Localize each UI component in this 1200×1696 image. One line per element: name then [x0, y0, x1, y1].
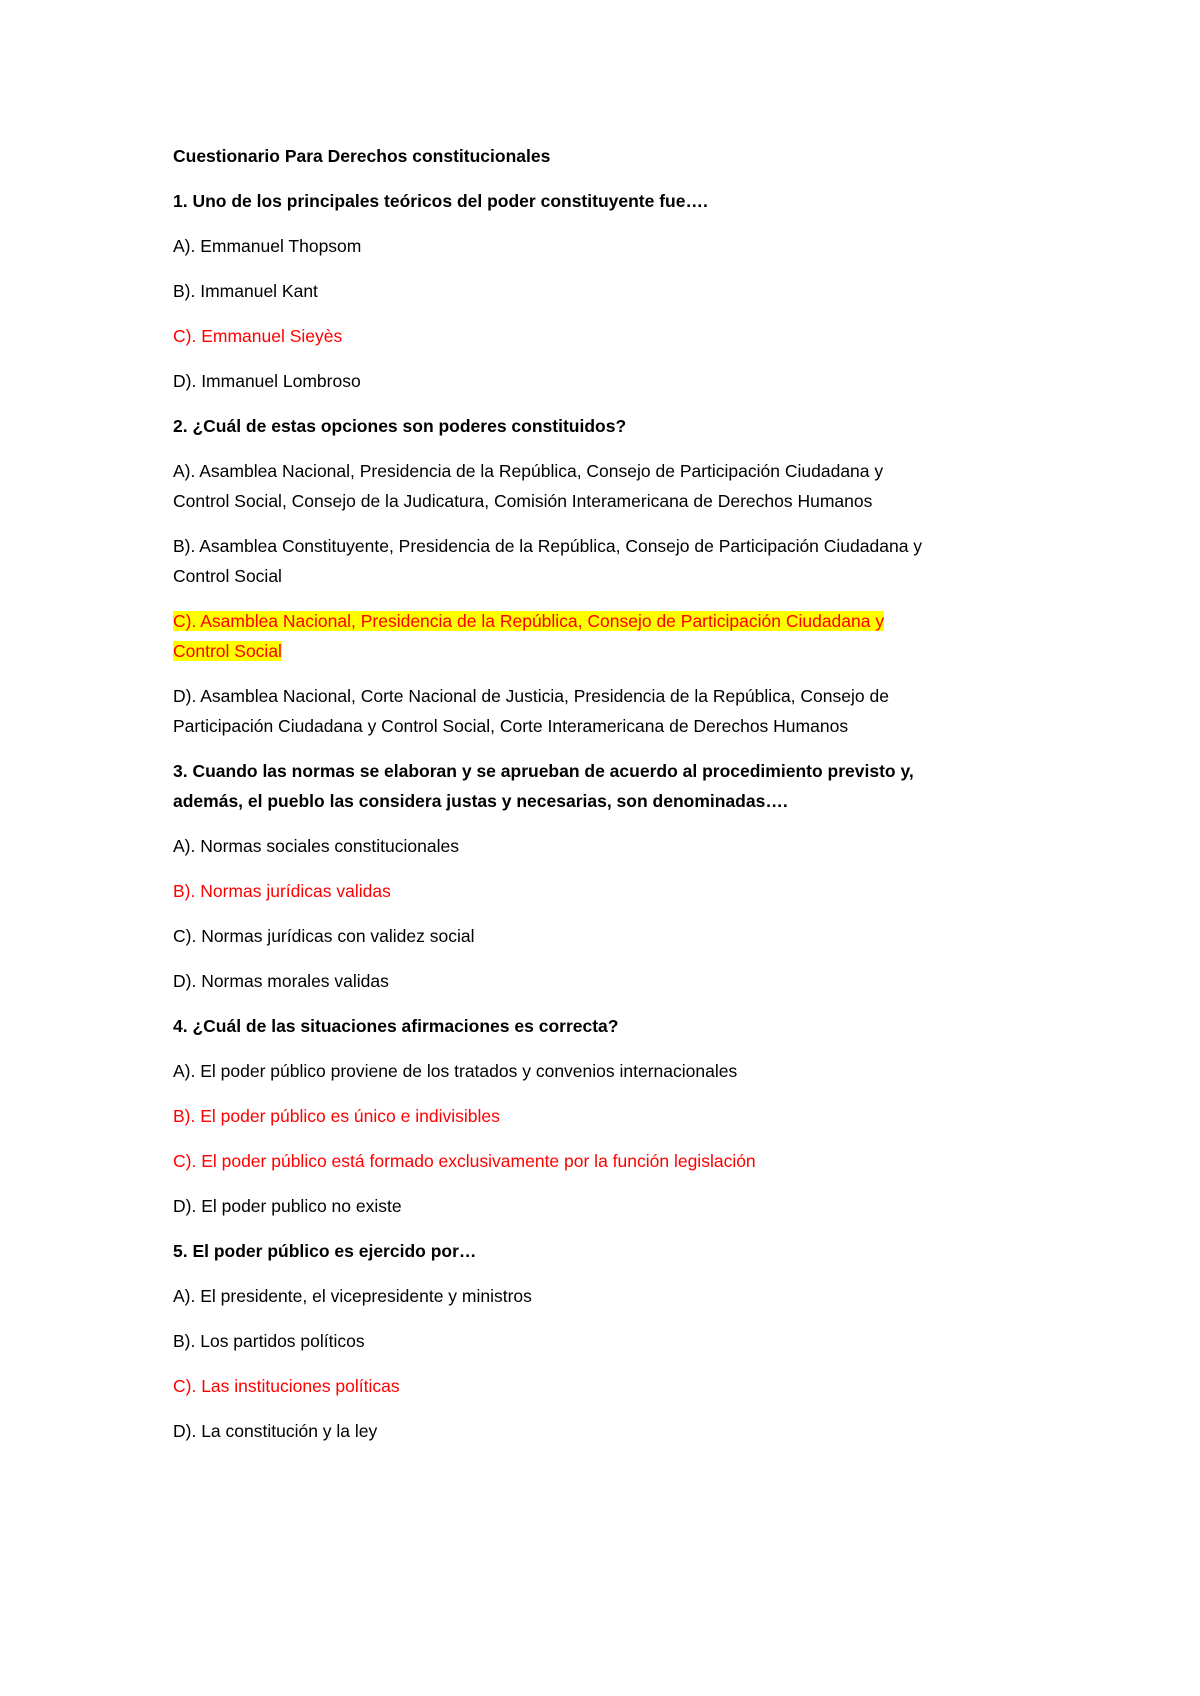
option-line — [173, 606, 1043, 636]
option-line: Control Social — [173, 566, 282, 586]
option-line: D). Asamblea Nacional, Corte Nacional de Justicia, Presidencia de la República, Consejo de — [173, 686, 889, 706]
question-1: 1. Uno de los principales teóricos del poder constituyente fue…. — [173, 191, 708, 211]
question-1-option-b: B). Immanuel Kant — [173, 281, 318, 301]
question-5-option-d: D). La constitución y la ley — [173, 1421, 378, 1441]
question-2: 2. ¿Cuál de estas opciones son poderes constituidos? — [173, 416, 627, 436]
option-line — [173, 636, 1043, 666]
question-5-option-b: B). Los partidos políticos — [173, 1331, 365, 1351]
question-line: además, el pueblo las considera justas y necesarias, son denominadas…. — [173, 791, 788, 811]
option-line: Participación Ciudadana y Control Social, Corte Interamericana de Derechos Humanos — [173, 716, 849, 736]
question-2-option-b — [173, 531, 1043, 591]
question-4-option-b-correct: B). El poder público es único e indivisibles — [173, 1106, 500, 1126]
question-3-option-b-correct: B). Normas jurídicas validas — [173, 881, 391, 901]
question-5-option-a: A). El presidente, el vicepresidente y ministros — [173, 1286, 532, 1306]
question-4-option-d: D). El poder publico no existe — [173, 1196, 402, 1216]
question-5: 5. El poder público es ejercido por… — [173, 1241, 477, 1261]
question-5-option-c-correct: C). Las instituciones políticas — [173, 1376, 400, 1396]
question-2-option-a — [173, 456, 1043, 516]
document-title: Cuestionario Para Derechos constitucionales — [173, 146, 551, 166]
question-2-option-d — [173, 681, 1043, 741]
option-line: Control Social, Consejo de la Judicatura, Comisión Interamericana de Derechos Humanos — [173, 491, 873, 511]
question-4: 4. ¿Cuál de las situaciones afirmaciones es correcta? — [173, 1016, 619, 1036]
question-3-option-c: C). Normas jurídicas con validez social — [173, 926, 475, 946]
question-1-option-a: A). Emmanuel Thopsom — [173, 236, 362, 256]
question-4-option-a: A). El poder público proviene de los tratados y convenios internacionales — [173, 1061, 738, 1081]
document-content — [173, 141, 1043, 1461]
highlighted-text: C). Asamblea Nacional, Presidencia de la República, Consejo de Participación Ciudadana y — [173, 611, 885, 631]
question-2-option-c-correct — [173, 606, 1043, 666]
question-line: 3. Cuando las normas se elaboran y se aprueban de acuerdo al procedimiento previsto y, — [173, 761, 914, 781]
question-3 — [173, 756, 1043, 816]
question-3-option-a: A). Normas sociales constitucionales — [173, 836, 459, 856]
question-1-option-d: D). Immanuel Lombroso — [173, 371, 361, 391]
option-line: A). Asamblea Nacional, Presidencia de la República, Consejo de Participación Ciudadana y — [173, 461, 884, 481]
question-4-option-c-correct: C). El poder público está formado exclusivamente por la función legislación — [173, 1151, 756, 1171]
highlighted-text: Control Social — [173, 641, 282, 661]
option-line: B). Asamblea Constituyente, Presidencia de la República, Consejo de Participación Ciudadana y — [173, 536, 923, 556]
question-3-option-d: D). Normas morales validas — [173, 971, 389, 991]
question-1-option-c-correct: C). Emmanuel Sieyès — [173, 326, 343, 346]
